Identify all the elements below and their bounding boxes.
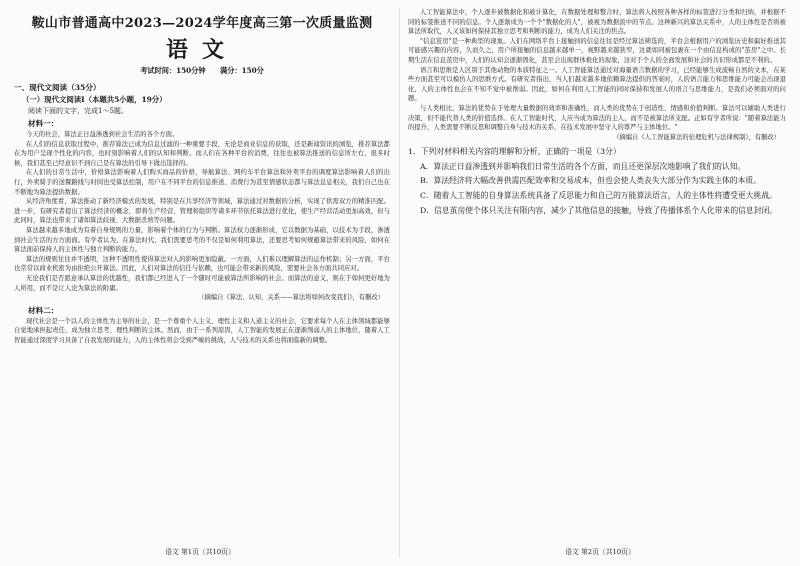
exam-title: 鞍山市普通高中2023—2024学年度高三第一次质量监测 xyxy=(31,16,373,31)
page-1-footer: 语文 第1页（共10页） xyxy=(165,548,235,556)
full-score: 满分：150分 xyxy=(220,66,264,75)
material-2-paragraph: 与人类相比，算法的优势在于处理大量数据的效率和准确性，而人类的优势在于创造性、情感和价值判断。算法可以辅助人类进行决策，但不能代替人类的价值选择。在人工智能时代，人应当成为算法的主人，而不是被算法所支配。正如有学者所说："随着算法能力的提升，人类需要不断反思和调整自身与技术的关系，在技术发展中坚守人的尊严与主体地位。" xyxy=(408,104,786,132)
material-2-source: （摘编自《人工智能算法的伦理危机与法律规制》，有删改） xyxy=(613,133,780,141)
subject-title: 语文 xyxy=(165,37,238,63)
material-2-paragraph: "信息茧房"是一种典型的现象。人们在网络平台上接触到的信息往往是经过算法筛选的，平台会根据用户的浏览历史和偏好推送其可能感兴趣的内容，久而久之，用户所接触的信息越来越单一，视野越来越狭窄，这就如同被包裹在一个由信息构成的"茧房"之中。长期生活在信息茧房中，人们的认知会逐渐固化，甚至会出现群体极化的现象，这对于个人的全面发展和社会的共识形成都是不利的。 xyxy=(408,37,786,64)
material-1-paragraph: 从经济角度看，算法推动了新经济模式的发展，特别是在共享经济等领域，算法通过对数据的分析，实现了供需双方的精准匹配。进一步，有研究者提出了算法经济的概念，即将生产经营、管理和组织等诸多环节依托算法进行优化，使生产经营活动更加高效，但与此同时，算法也带来了诸如算法歧视、大数据杀熟等问题。 xyxy=(14,198,390,225)
material-2-paragraph: 语言和思维是人区别于其他动物的本质特征之一。人工智能算法通过对海量语言数据的学习，已经能够生成流畅自然的文本，在某些方面甚至可以模仿人的思维方式。有研究者指出，当人们越来越多地依赖算法提供的答案时，人的语言能力和思维能力可能会出现退化，人的主体性也会在不知不觉中被削弱。因此，如何在利用人工智能的同时保持和发展人的语言与思维能力，是我们必须面对的问题。 xyxy=(408,66,786,103)
section-heading: 一、现代文阅读（35分） xyxy=(14,83,101,92)
material-1-paragraph: 算法的规则往往并不透明，这种不透明性使得算法对人的影响更加隐蔽。一方面，人们难以理解算法的运作机制；另一方面，平台也常常以商业机密为由拒绝公开算法。因此，人们对算法的信任与依赖，也可能会带来新的风险，需要社会各方面共同应对。 xyxy=(14,255,390,273)
material-1-paragraph: 今天的社会，算法正日益渗透到社会生活的各个方面。 xyxy=(26,131,179,138)
reading-instruction: 阅读下面的文字，完成1～5题。 xyxy=(28,107,128,115)
exam-time: 考试时间：150分钟 xyxy=(140,66,206,75)
material-1-paragraph: 无论我们是否愿意承认算法的优越性，我们都已经进入了一个随时可能被算法所影响的社会。而算法的意义，则在于如何更好地为人所用，而不是让人沦为算法的附庸。 xyxy=(14,274,390,292)
page-2 xyxy=(400,0,800,566)
question-1-option-d: D．信息茧房使个体只关注有限内容，减少了其他信息的接触，导致了传播体系个人化带来的信息封闭。 xyxy=(420,206,778,216)
question-1-stem: 1．下列对材料相关内容的理解和分析，正确的一项是（3分） xyxy=(408,147,621,157)
material-1-paragraph: 在人们的信息获取过程中，推荐算法已成为信息过滤的一种重要手段，无论是商业信息的获取，还是新闻资讯的浏览，推荐算法都在为用户呈现个性化的内容，也时刻影响着人们的认知和判断。而人们在各种平台的消费，往往也被算法推送的信息所左右，很多时候，我们甚至已经意识不到自己是在算法的引导下做出选择的。 xyxy=(14,140,390,167)
question-1-option-c: C．随着人工智能的自身算法系统具备了反思能力和自己的万能算法语言，人的主体性将遭受更大挑战。 xyxy=(420,191,777,201)
material-2-paragraph: 现代社会是一个以人的主体性为主导的社会，是一个尊重个人主义、理性主义和人道主义的社会，它要求每个人在主体领域都能够自觉地承担起责任，成为独立思考、理性判断的主体。然而，由于一系列原因，人工智能的发展正在逐渐削弱人的主体地位，随着人工智能通过深度学习具备了自我发展的能力，人的主体性将会受到严峻的挑战，人与技术的关系也将面临新的调整。 xyxy=(14,317,390,344)
material-1-paragraph: 算法越来越多地成为有着自身规则的力量，影响着个体的行为与判断。算法权力逐渐形成，它以数据为基础，以技术为手段，渗透到社会生活的方方面面。有学者认为，在算法时代，我们需要思考的不仅是如何利用算法，还要思考如何规避算法带来的风险，如何在算法面前保持人的主体性与独立判断的能力。 xyxy=(14,226,390,254)
page-2-content xyxy=(408,8,786,220)
question-1-option-b: B．算法经济将大幅改善供需匹配效率和交易成本，但也会使人类丧失大部分作为实践主体的本质。 xyxy=(420,176,761,186)
page-1-content xyxy=(14,8,390,345)
question-1-option-a: A．算法正日益渗透到并影响我们日常生活的各个方面，而且还更深层次地影响了我们的认知。 xyxy=(420,161,746,171)
material-2-paragraph: 人工智能算法中，个人逐步被数据化和被计算化，在数据处理和整合时，算法将人按照各种各样的标签进行分类和归纳，并根据不同的标签推送不同的信息。个人逐渐成为一个个"数据化的人"，被视为数据流中的节点。这种新兴的算法关系中，人的主体性是否将被算法所取代，人又该如何保持其独立思考和判断的能力，成为人们关注的焦点。 xyxy=(408,9,786,36)
subsection-heading: （一）现代文阅读Ⅰ（本题共5小题，19分） xyxy=(22,95,167,104)
material-2-title: 材料二： xyxy=(28,305,59,315)
material-1-source: （摘编自《算法、认知、关系——算法将如何改变我们》，有删改） xyxy=(198,294,384,302)
exam-info xyxy=(14,66,390,76)
material-1-title: 材料一： xyxy=(28,119,59,128)
material-1-paragraph: 在人们的日常生活中，价格算法影响着人们购买商品的价格，导航算法、网约车平台算法和外卖平台的调度算法影响着人们的出行，外卖骑手的送餐路线与时间也受算法控制，用户在不同平台的信息推送、消费行为甚至情感状态都与算法息息相关，我们自己也在不断地为算法提供数据。 xyxy=(14,169,390,196)
page-2-footer: 语文 第2页（共10页） xyxy=(565,548,635,556)
